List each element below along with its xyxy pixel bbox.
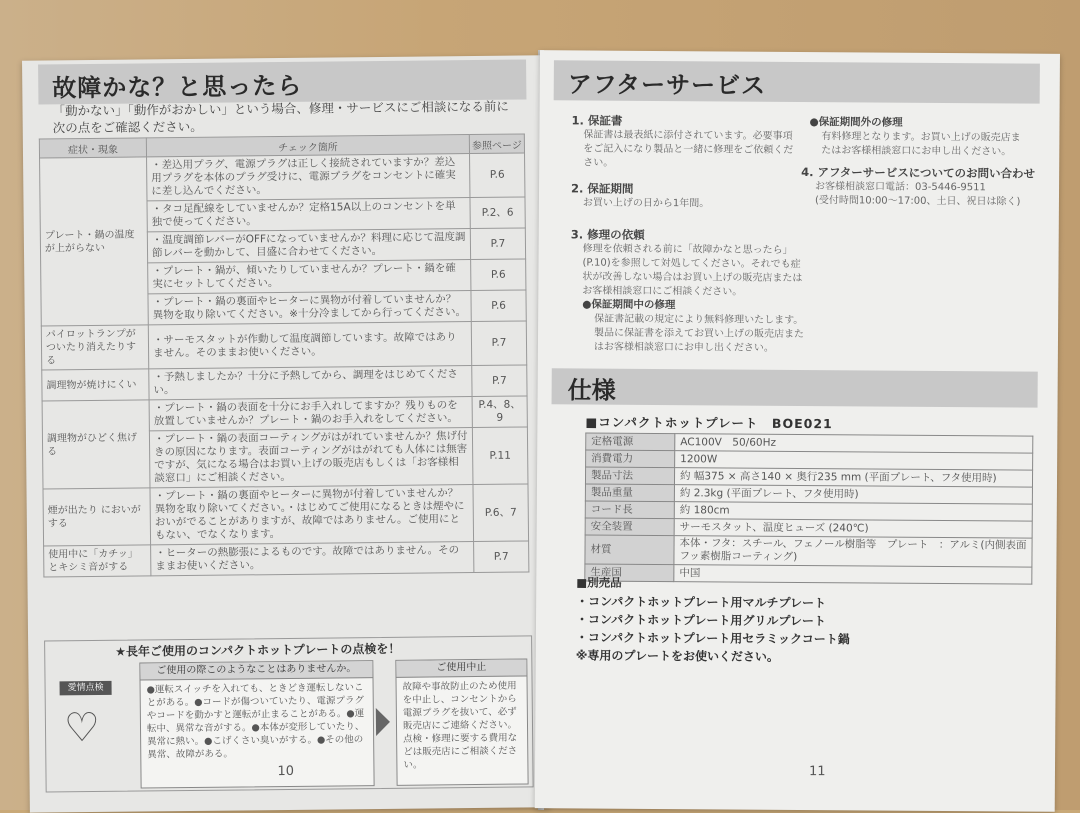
model-name: ■コンパクトホットプレート BOE021 xyxy=(585,414,833,432)
spec-key: 安全装置 xyxy=(585,518,674,536)
spec-key: 定格電源 xyxy=(586,433,675,451)
check-cell: ・サーモスタットが作動して温度調節しています。故障ではありません。そのままお使いください。 xyxy=(148,322,471,369)
section-warranty-heading: 1. 保証書 xyxy=(571,113,623,128)
out-warranty-text: 有料修理となります。お買い上げの販売店またはお客様相談窓口にお申し出ください。 xyxy=(821,131,1021,158)
spec-row xyxy=(585,535,1032,567)
stop-use-text: 故障や事故防止のため使用を中止し、コンセントから電源プラグを抜いて、必ず販売店にご連絡ください。点検・修理に要する費用などは販売店にご相談ください。 xyxy=(402,680,518,771)
ref-page-cell: P.7 xyxy=(472,365,527,397)
in-warranty-text: 保証書記載の規定により無料修理いたします。製品に保証書を添えてお買い上げの販売店またはお客様相談窓口にお申し出ください。 xyxy=(593,313,805,354)
section-period-heading: 2. 保証期間 xyxy=(570,181,634,196)
spec-row xyxy=(585,564,1032,584)
table-row xyxy=(43,484,529,546)
spec-value: 本体・フタ：スチール、フェノール樹脂等 プレート ：アルミ(内側表面フッ素樹脂コーティング) xyxy=(674,536,1032,567)
header-check: チェック箇所 xyxy=(146,135,469,157)
spec-value: サーモスタット、温度ヒューズ (240℃) xyxy=(674,519,1032,538)
symptom-cell: 調理物が焼けにくい xyxy=(42,369,149,401)
spec-value: 中国 xyxy=(674,565,1032,584)
out-warranty-heading: ●保証期間外の修理 xyxy=(809,116,903,129)
check-cell: ・予熱しましたか？十分に予熱してから、調理をはじめてください。 xyxy=(149,366,472,400)
symptoms-box-text: ●運転スイッチを入れても、ときどき運転しないことがある。●コードが傷ついていたり、電源プラグやコードを動かすと運転が止まることがある。●運転中、異常な音がする。●本体が変形していたり、異常に熱い。●こげくさい臭いがする。●その他の異常、故障がある。 xyxy=(146,682,365,761)
in-warranty-heading: ●保証期間中の修理 xyxy=(582,298,676,312)
stop-use-title: ご使用中止 xyxy=(396,659,526,677)
symptom-cell: パイロットランプがついたり消えたりする xyxy=(41,325,148,370)
spec-value: 1200W xyxy=(675,451,1033,470)
inspection-heading: ★長年ご使用のコンパクトホットプレートの点検を！ xyxy=(115,641,401,659)
option-item: ・コンパクトホットプレート用セラミックコート鍋 xyxy=(575,630,850,647)
ref-page-cell: P.2、6 xyxy=(470,197,525,229)
spec-value: 約 180cm xyxy=(674,502,1032,521)
contact-hours: (受付時間10:00～17:00、土日、祝日は除く) xyxy=(814,195,1021,208)
check-cell: ・プレート・鍋の裏面やヒーターに異物が付着していませんか？異物を取り除いてください。※十分冷ましてから行ってください。 xyxy=(148,291,471,325)
options-title: ■別売品 xyxy=(576,575,622,590)
left-page xyxy=(22,55,550,812)
check-cell: ・プレート・鍋が、傾いたりしていませんか？プレート・鍋を確実にセットしてください。 xyxy=(148,260,471,294)
symptom-cell: 煙が出たり においがする xyxy=(43,488,151,546)
section-repair-heading: 3. 修理の依頼 xyxy=(570,227,645,242)
stop-use-box xyxy=(395,658,528,785)
spec-key: 生産国 xyxy=(585,564,674,582)
table-row xyxy=(42,365,527,401)
option-item: ・コンパクトホットプレート用マルチプレート xyxy=(576,594,827,611)
check-cell: ・プレート・鍋の表面コーティングがはがれていませんか？焦げ付きの原因になります。表面コーティングがはがれても人体には無害ですが、気になる場合はお買い上げの販売店もしくは「お客様相談窓口」にご相談ください。 xyxy=(149,428,473,488)
ref-page-cell: P.6 xyxy=(471,290,526,322)
heart-label: 愛情点検 xyxy=(60,681,112,696)
header-ref: 参照ページ xyxy=(469,134,524,154)
check-cell: ・差込用プラグ、電源プラグは正しく接続されていますか？差込用プラグを本体のプラグ受けに、電源プラグをコンセントに確実に差し込んでください。 xyxy=(147,154,470,201)
ref-page-cell: P.11 xyxy=(472,427,528,485)
arrow-right-icon xyxy=(376,708,390,736)
section-period-text: お買い上げの日から1年間。 xyxy=(582,197,710,210)
check-cell: ・ヒーターの熱膨張によるものです。故障ではありません。そのままお使いください。 xyxy=(151,542,474,576)
table-row xyxy=(40,153,525,202)
spec-value: 約 幅375 × 高さ140 × 奥行235 mm (平面プレート、フタ使用時) xyxy=(674,468,1032,487)
header-symptom: 症状・現象 xyxy=(39,138,146,158)
table-row xyxy=(41,321,526,370)
spec-value: 約 2.3kg (平面プレート、フタ使用時) xyxy=(674,485,1032,504)
page-title: 故障かな？と思ったら xyxy=(52,71,303,103)
section-repair-text: 修理を依頼される前に「故障かなと思ったら」(P.10)を参照して対処してください。それでも症状が改善しない場合はお買い上げの販売店またはお客様相談窓口にご相談ください。 xyxy=(582,243,803,298)
page-number: 10 xyxy=(277,763,295,780)
section-warranty-text: 保証書は最表紙に添付されています。必要事項をご記入になり製品と一緒に修理をご依頼ください。 xyxy=(583,129,794,169)
symptom-cell: プレート・鍋の温度が上がらない xyxy=(40,157,149,326)
spec-key: 製品寸法 xyxy=(585,467,674,485)
spec-value: AC100V 50/60Hz xyxy=(675,434,1033,453)
page-title: アフターサービス xyxy=(567,70,767,100)
check-cell: ・タコ足配線をしていませんか？定格15A以上のコンセントを単独で使ってください。 xyxy=(147,198,470,232)
spec-key: 製品重量 xyxy=(585,484,674,502)
ref-page-cell: P.7 xyxy=(470,228,525,260)
table-row xyxy=(44,541,529,577)
ref-page-cell: P.6 xyxy=(470,153,525,198)
right-page xyxy=(535,50,1060,812)
check-cell: ・プレート・鍋の表面を十分にお手入れしてますか？残りものを放置していませんか？プレート・鍋のお手入れをしてください。 xyxy=(149,397,472,431)
spec-key: 材質 xyxy=(585,535,674,565)
intro-text: 「動かない」「動作がおかしい」という場合、修理・サービスにご相談になる前に次の点をご確認ください。 xyxy=(52,98,509,136)
check-cell: ・温度調節レバーがOFFになっていませんか？料理に応じて温度調節レバーを動かして、目盛に合わせてください。 xyxy=(147,229,470,263)
heart-icon: ♡ xyxy=(63,704,101,752)
ref-page-cell: P.7 xyxy=(471,321,526,366)
ref-page-cell: P.4、8、9 xyxy=(472,396,527,428)
option-item: ・コンパクトホットプレート用グリルプレート xyxy=(575,612,826,629)
spec-key: コード長 xyxy=(585,501,674,519)
contact-phone: お客様相談窓口電話：03-5446-9511 xyxy=(815,181,986,194)
option-note: ※専用のプレートをお使いください。 xyxy=(575,648,780,664)
ref-page-cell: P.6 xyxy=(471,259,526,291)
table-row xyxy=(42,396,527,432)
spec-key: 消費電力 xyxy=(586,450,675,468)
spec-table xyxy=(584,433,1033,585)
spec-title: 仕様 xyxy=(567,376,616,405)
ref-page-cell: P.6、7 xyxy=(473,484,529,542)
symptoms-box xyxy=(139,660,374,788)
symptom-cell: 使用中に「カチッ」とキシミ音がする xyxy=(44,545,151,577)
ref-page-cell: P.7 xyxy=(474,541,529,573)
symptoms-box-title: ご使用の際このようなことはありませんか。 xyxy=(140,661,372,680)
section-contact-heading: 4. アフターサービスについてのお問い合わせ xyxy=(801,165,1036,181)
check-cell: ・プレート・鍋の裏面やヒーターに異物が付着していませんか？異物を取り除いてください。・はじめてご使用になるときは煙やにおいがでることがありますが、故障ではありません。ご使用にともない、でなくなります。 xyxy=(150,485,474,545)
troubleshooting-table xyxy=(39,133,530,577)
symptom-cell: 調理物がひどく焦げる xyxy=(42,400,150,489)
page-number: 11 xyxy=(808,764,826,780)
spec-title-band xyxy=(552,368,1038,407)
after-service-title-band xyxy=(554,60,1040,103)
